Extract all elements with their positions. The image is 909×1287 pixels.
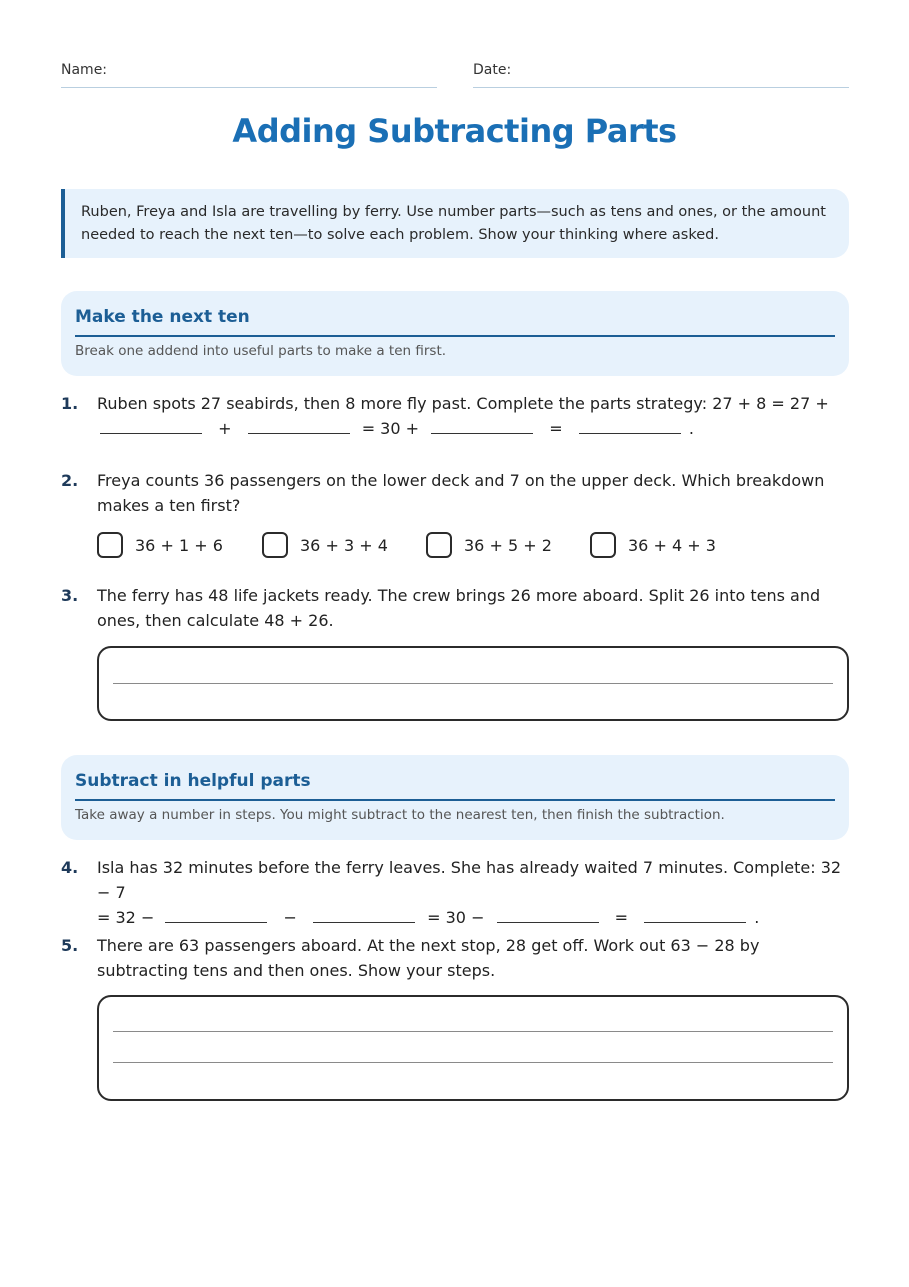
question-number: 2.	[61, 471, 79, 490]
section-subtract-in-parts	[61, 755, 849, 840]
option-4[interactable]	[590, 530, 716, 560]
writing-line	[113, 683, 833, 684]
question-number: 5.	[61, 936, 79, 955]
section-title: Make the next ten	[75, 307, 250, 327]
writing-line	[113, 1062, 833, 1063]
answer-blank[interactable]	[165, 905, 267, 923]
answer-blank[interactable]	[579, 416, 681, 434]
section-subtitle: Take away a number in steps. You might subtract to the nearest ten, then finish the subtraction.	[75, 807, 725, 823]
option-label: 36 + 1 + 6	[135, 535, 223, 555]
worksheet-title: Adding Subtracting Parts	[232, 112, 677, 150]
writing-line	[113, 1031, 833, 1032]
question-1	[61, 391, 849, 445]
name-label: Name:	[61, 62, 108, 78]
section-subtitle: Break one addend into useful parts to make a ten first.	[75, 343, 447, 359]
option-1[interactable]	[97, 530, 223, 560]
checkbox[interactable]	[426, 532, 452, 558]
operator: =	[614, 908, 629, 927]
period: .	[688, 419, 694, 438]
question-number: 4.	[61, 858, 79, 877]
answer-box[interactable]	[97, 995, 849, 1101]
question-prompt: Isla has 32 minutes before the ferry leaves. She has already waited 7 minutes. Complete: 32 − 7	[97, 858, 842, 902]
question-5	[61, 933, 849, 987]
question-text	[97, 855, 849, 930]
operator: =	[549, 419, 563, 438]
question-text: There are 63 passengers aboard. At the next stop, 28 get off. Work out 63 − 28 by subtracting tens and then ones. Show your steps.	[97, 936, 760, 980]
answer-blank[interactable]	[100, 416, 202, 434]
option-label: 36 + 3 + 4	[300, 535, 388, 555]
option-label: 36 + 4 + 3	[628, 535, 716, 555]
section-title: Subtract in helpful parts	[75, 771, 311, 791]
operator: −	[283, 908, 297, 927]
operator: = 30 −	[427, 908, 485, 927]
section-divider	[75, 335, 835, 337]
answer-blank[interactable]	[313, 905, 415, 923]
operator: = 30 +	[361, 419, 420, 438]
intro-callout: Ruben, Freya and Isla are travelling by ferry. Use number parts—such as tens and ones, or the amount needed to reach the next ten—to solve each problem. Show your thinking where asked.	[61, 189, 849, 258]
question-number: 3.	[61, 586, 79, 605]
question-text: The ferry has 48 life jackets ready. The crew brings 26 more aboard. Split 26 into tens and ones, then calculate 48 + 26.	[97, 586, 821, 630]
date-field[interactable]	[473, 62, 849, 88]
question-prompt-continued: = 32 −	[97, 908, 155, 927]
question-3	[61, 583, 849, 637]
question-prompt: Ruben spots 27 seabirds, then 8 more fly past. Complete the parts strategy: 27 + 8 = 27 +	[97, 394, 829, 413]
answer-box[interactable]	[97, 646, 849, 721]
operator: +	[218, 419, 232, 438]
answer-blank[interactable]	[431, 416, 533, 434]
question-text	[97, 391, 849, 441]
name-field[interactable]	[61, 62, 437, 88]
question-4	[61, 855, 849, 927]
name-date-row	[61, 62, 849, 88]
question-2	[61, 468, 849, 522]
option-2[interactable]	[262, 530, 388, 560]
option-label: 36 + 5 + 2	[464, 535, 552, 555]
answer-blank[interactable]	[644, 905, 746, 923]
question-number: 1.	[61, 394, 79, 413]
checkbox[interactable]	[262, 532, 288, 558]
section-divider	[75, 799, 835, 801]
section-make-next-ten	[61, 291, 849, 376]
checkbox[interactable]	[590, 532, 616, 558]
date-label: Date:	[473, 62, 512, 78]
answer-options	[97, 530, 817, 560]
checkbox[interactable]	[97, 532, 123, 558]
answer-blank[interactable]	[248, 416, 350, 434]
period: .	[754, 908, 760, 927]
answer-blank[interactable]	[497, 905, 599, 923]
question-text: Freya counts 36 passengers on the lower deck and 7 on the upper deck. Which breakdown makes a ten first?	[97, 471, 825, 515]
option-3[interactable]	[426, 530, 552, 560]
